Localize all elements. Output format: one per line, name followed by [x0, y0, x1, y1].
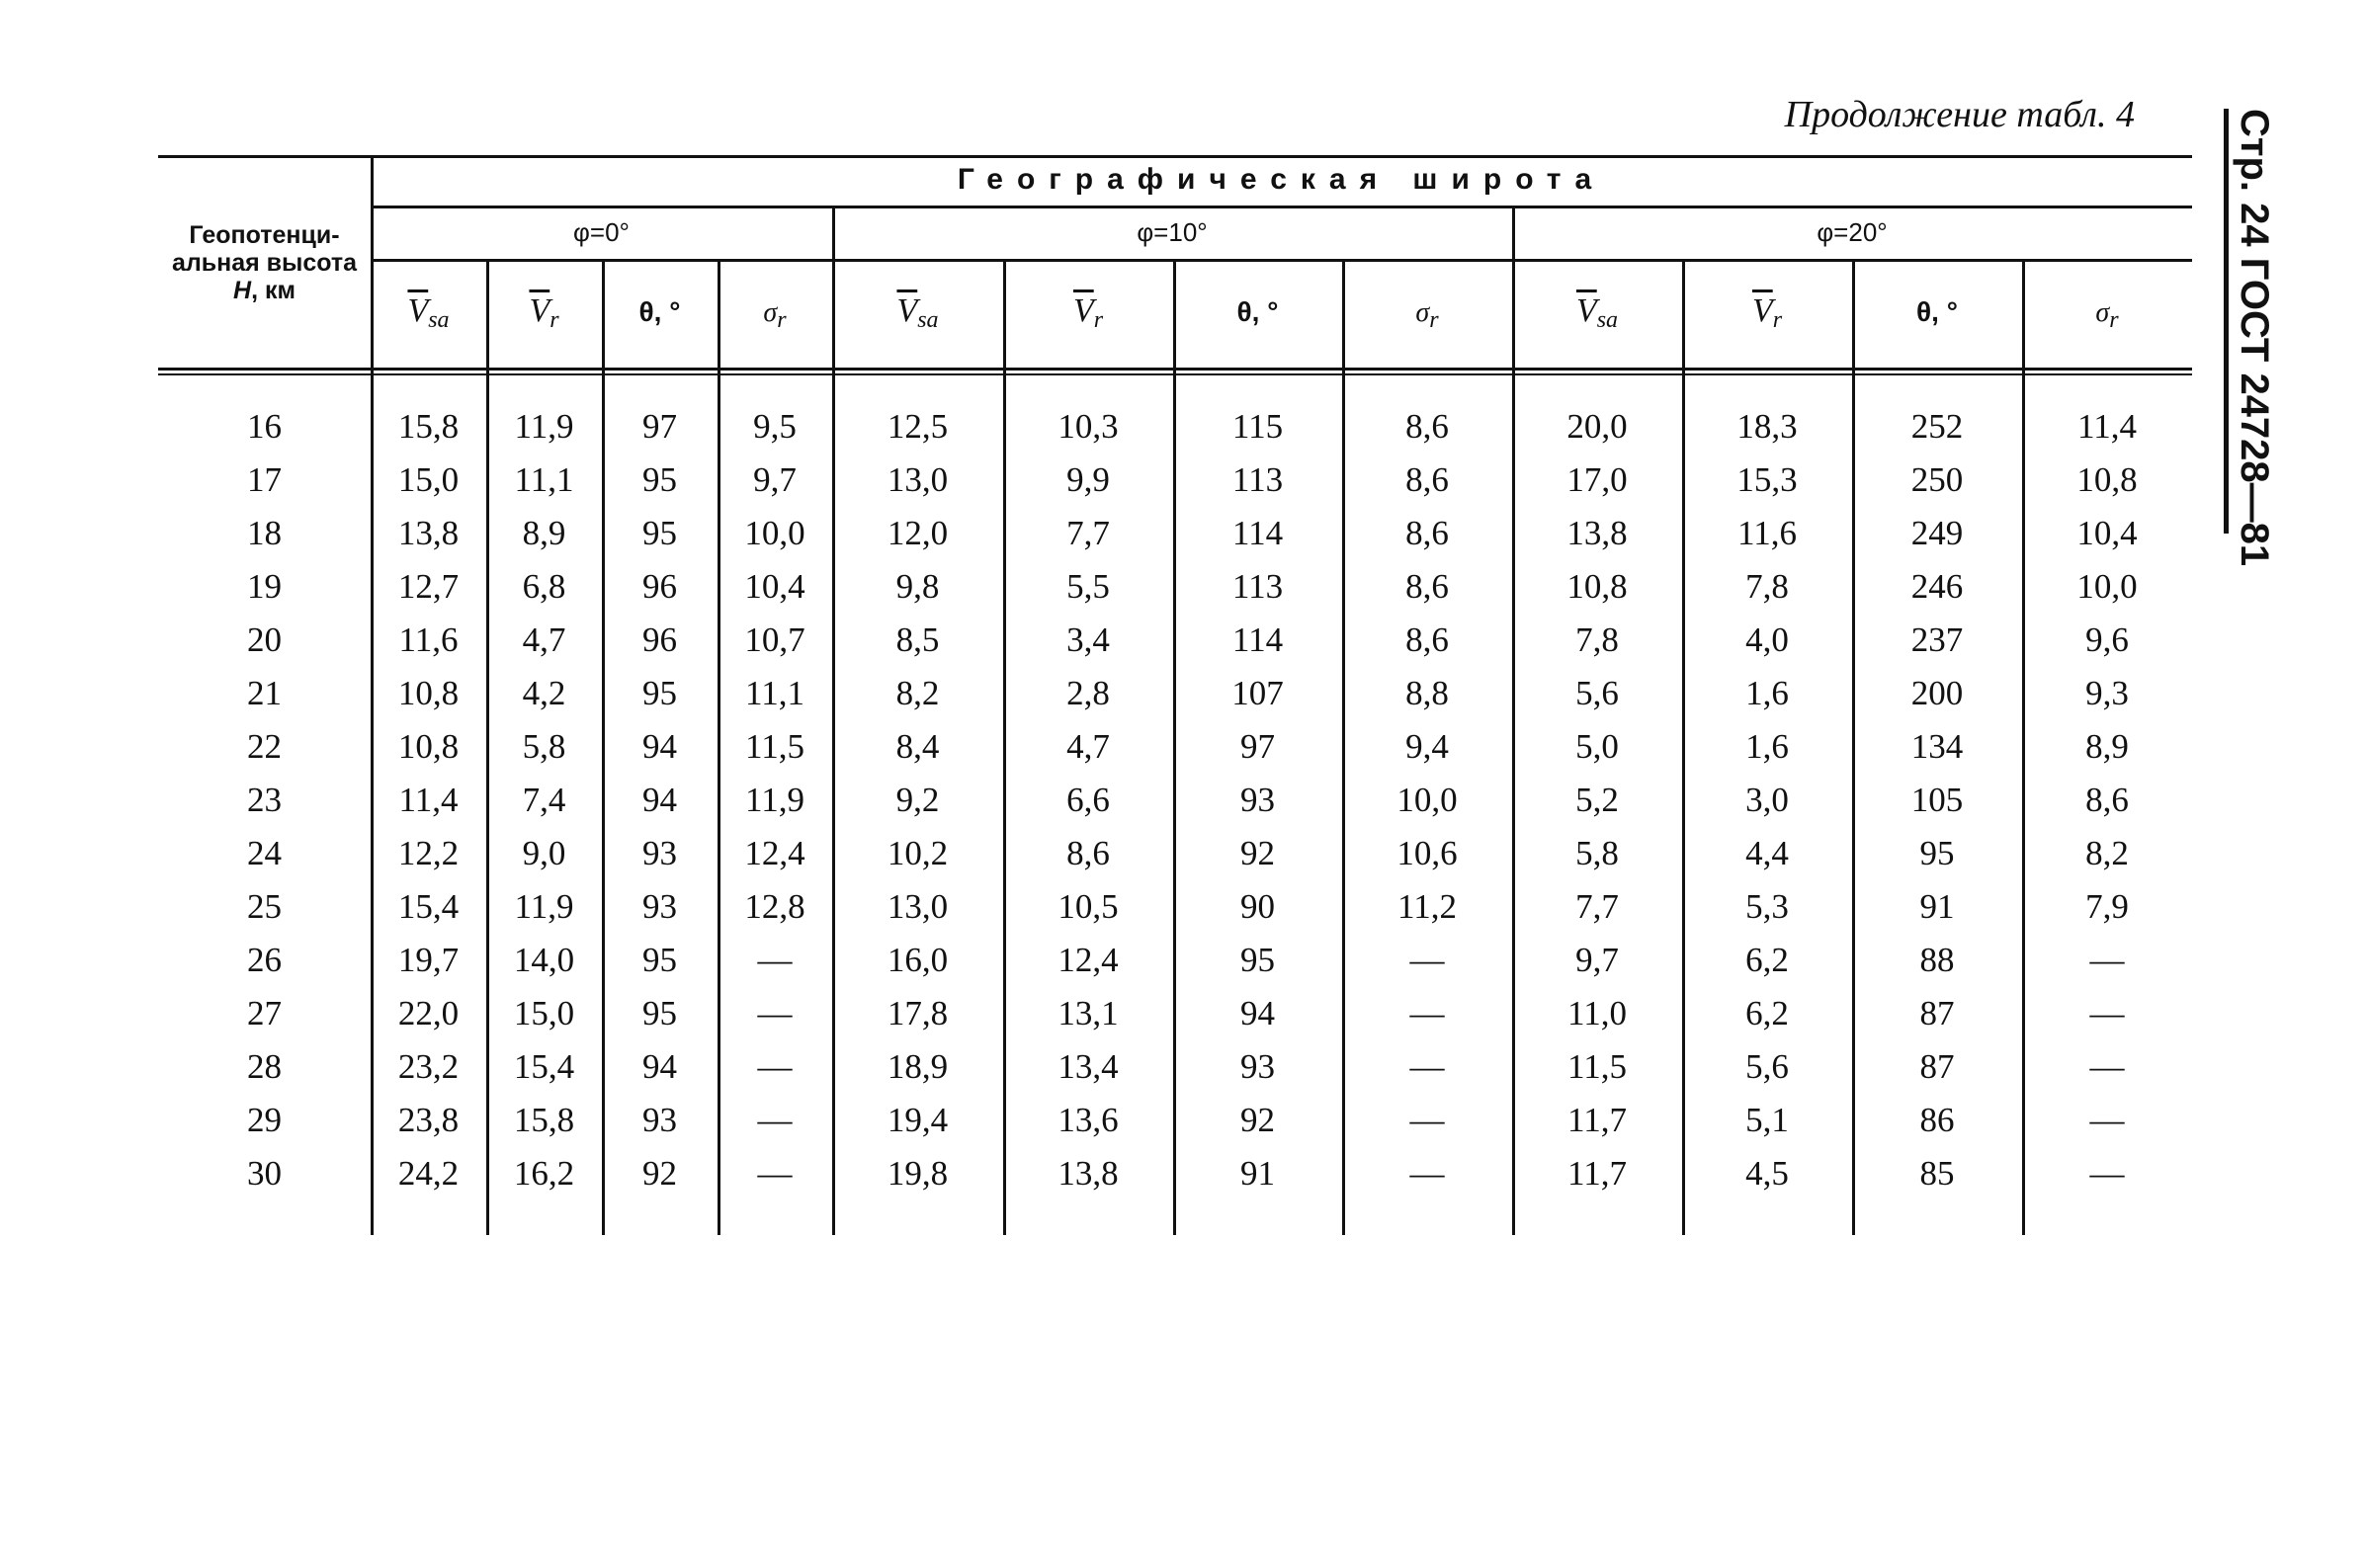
table-cell: 11,7 — [1567, 1154, 1627, 1193]
vr-subscript: r — [1093, 307, 1104, 333]
table-cell: 9,4 — [1405, 727, 1449, 766]
table-cell: 11,9 — [514, 407, 574, 446]
vr-subscript: r — [549, 307, 559, 333]
table-cell: 95 — [1919, 834, 1955, 872]
table-cell: 16,0 — [887, 941, 949, 979]
table-cell: 6,8 — [522, 567, 566, 606]
table-cell: 7,4 — [522, 781, 566, 819]
row-height-value: 23 — [247, 781, 282, 819]
group-title: Географическая широта — [957, 163, 1606, 196]
table-cell: 11,9 — [514, 887, 574, 926]
table-cell: 88 — [1919, 941, 1955, 979]
latitude-label: φ=10° — [1137, 217, 1208, 247]
table-cell: 23,8 — [397, 1101, 460, 1139]
sigma-symbol: σ — [2095, 297, 2110, 328]
row-height-value: 22 — [247, 727, 282, 766]
column-header-theta — [602, 292, 718, 330]
table-cell: 4,0 — [1745, 620, 1789, 659]
table-cell: 15,8 — [397, 407, 460, 446]
row-height-value: 16 — [247, 407, 282, 446]
table-cell: 246 — [1910, 567, 1964, 606]
table-cell: 11,6 — [1737, 514, 1797, 552]
table-cell: 8,6 — [1066, 834, 1110, 872]
sigma-symbol: σ — [1415, 297, 1430, 328]
row-height-value: 27 — [247, 994, 282, 1032]
table-cell: 8,2 — [895, 674, 940, 712]
table-cell: 11,2 — [1397, 887, 1457, 926]
table-cell: 5,6 — [1745, 1047, 1789, 1086]
vr-subscript: r — [1772, 307, 1783, 333]
table-cell: 95 — [642, 674, 677, 712]
table-cell: 91 — [1919, 887, 1955, 926]
table-cell: 250 — [1910, 460, 1964, 499]
table-cell: 12,7 — [397, 567, 460, 606]
table-cell: — — [757, 1154, 793, 1193]
table-cell: 8,9 — [2085, 727, 2129, 766]
column-header-vsa — [832, 292, 1003, 334]
table-cell: 17,8 — [887, 994, 949, 1032]
table-cell: 18,3 — [1736, 407, 1798, 446]
table-cell: — — [2089, 1047, 2125, 1086]
latitude-label: φ=20° — [1817, 217, 1888, 247]
row-height-value: 26 — [247, 941, 282, 979]
table-cell: — — [1409, 941, 1445, 979]
table-cell: — — [2089, 1154, 2125, 1193]
table-cell: 90 — [1240, 887, 1275, 926]
table-cell: 13,8 — [1057, 1154, 1119, 1193]
table-cell: 10,8 — [397, 727, 460, 766]
table-cell: 200 — [1910, 674, 1964, 712]
table-cell: 11,7 — [1567, 1101, 1627, 1139]
table-cell: — — [1409, 994, 1445, 1032]
sigma-symbol: σ — [763, 297, 778, 328]
vsa-symbol: $\overline{V}$ — [896, 292, 918, 329]
table-cell: 8,9 — [522, 514, 566, 552]
table-cell: — — [2089, 994, 2125, 1032]
table-cell: 11,4 — [2077, 407, 2137, 446]
latitude-label: φ=0° — [573, 217, 630, 247]
table-cell: 12,0 — [887, 514, 949, 552]
table-cell: 19,7 — [397, 941, 460, 979]
column-header-vr — [486, 292, 602, 334]
table-cell: 6,2 — [1745, 994, 1789, 1032]
table-cell: 93 — [1240, 1047, 1275, 1086]
group-title-rule — [371, 206, 2192, 208]
table-cell: 5,0 — [1575, 727, 1619, 766]
column-header-vsa — [371, 292, 486, 334]
row-header-var: H — [233, 277, 252, 304]
table-cell: 12,4 — [744, 834, 805, 872]
table-cell: 93 — [642, 834, 677, 872]
table-cell: 92 — [642, 1154, 677, 1193]
table-cell: 8,4 — [895, 727, 940, 766]
table-cell: 95 — [642, 941, 677, 979]
table-cell: 95 — [642, 460, 677, 499]
table-cell: 10,5 — [1057, 887, 1119, 926]
table-cell: — — [757, 1047, 793, 1086]
table-cell: 3,4 — [1066, 620, 1110, 659]
row-header-line3 — [158, 277, 371, 304]
table-cell: 94 — [1240, 994, 1275, 1032]
table-cell: 8,5 — [895, 620, 940, 659]
table-cell: 5,2 — [1575, 781, 1619, 819]
table-cell: 10,6 — [1396, 834, 1458, 872]
table-cell: 4,5 — [1745, 1154, 1789, 1193]
table-cell: 8,2 — [2085, 834, 2129, 872]
table-cell: 9,6 — [2085, 620, 2129, 659]
table-cell: 11,5 — [745, 727, 804, 766]
table-cell: 15,0 — [513, 994, 575, 1032]
table-cell: 95 — [1240, 941, 1275, 979]
table-cell: 92 — [1240, 1101, 1275, 1139]
column-header-vsa — [1512, 292, 1682, 334]
table-cell: 113 — [1231, 567, 1284, 606]
table-cell: 4,7 — [1066, 727, 1110, 766]
table-cell: 96 — [642, 620, 677, 659]
table-cell: 5,3 — [1745, 887, 1789, 926]
table-cell: 87 — [1919, 1047, 1955, 1086]
table-cell: — — [1409, 1101, 1445, 1139]
data-table — [158, 148, 2174, 1235]
row-header-unit: , км — [251, 277, 296, 304]
row-height-value: 17 — [247, 460, 282, 499]
table-cell: 15,3 — [1736, 460, 1798, 499]
column-header-vr — [1003, 292, 1173, 334]
table-cell: 9,7 — [1575, 941, 1619, 979]
table-cell: 4,4 — [1745, 834, 1789, 872]
table-cell: 94 — [642, 781, 677, 819]
table-cell: 15,0 — [397, 460, 460, 499]
table-cell: 15,4 — [513, 1047, 575, 1086]
table-cell: 10,2 — [887, 834, 949, 872]
table-cell: 20,0 — [1566, 407, 1628, 446]
table-cell: 13,6 — [1057, 1101, 1119, 1139]
table-cell: 85 — [1919, 1154, 1955, 1193]
table-cell: 97 — [1240, 727, 1275, 766]
table-cell: 8,6 — [1405, 620, 1449, 659]
table-cell: 113 — [1231, 460, 1284, 499]
table-cell: 6,2 — [1745, 941, 1789, 979]
table-cell: 10,8 — [1566, 567, 1628, 606]
table-cell: 97 — [642, 407, 677, 446]
table-cell: 9,5 — [753, 407, 797, 446]
table-cell: 13,8 — [397, 514, 460, 552]
table-cell: 114 — [1231, 620, 1284, 659]
row-height-value: 25 — [247, 887, 282, 926]
table-cell: 8,6 — [1405, 407, 1449, 446]
table-cell: 11,9 — [745, 781, 804, 819]
table-cell: 94 — [642, 727, 677, 766]
vr-symbol: $\overline{V}$ — [1072, 292, 1094, 329]
table-cell: 5,1 — [1745, 1101, 1789, 1139]
theta-symbol: θ, ° — [638, 296, 681, 327]
column-header-sigma — [1342, 292, 1512, 334]
sigma-subscript: r — [777, 307, 787, 333]
table-cell: 5,8 — [1575, 834, 1619, 872]
table-cell: 12,8 — [744, 887, 805, 926]
table-cell: 10,0 — [2076, 567, 2138, 606]
table-cell: 8,6 — [1405, 460, 1449, 499]
table-cell: 95 — [642, 514, 677, 552]
table-cell: 87 — [1919, 994, 1955, 1032]
vr-symbol: $\overline{V}$ — [1751, 292, 1773, 329]
row-header-line1: Геопотенци- — [189, 221, 340, 249]
table-cell: — — [757, 941, 793, 979]
table-cell: 23,2 — [397, 1047, 460, 1086]
table-cell: 86 — [1919, 1101, 1955, 1139]
table-cell: 10,7 — [744, 620, 805, 659]
table-cell: 9,0 — [522, 834, 566, 872]
table-cell: 13,1 — [1057, 994, 1119, 1032]
row-height-value: 21 — [247, 674, 282, 712]
table-cell: 4,7 — [522, 620, 566, 659]
table-cell: 15,4 — [397, 887, 460, 926]
table-caption: Продолжение табл. 4 — [1784, 94, 2135, 135]
vr-symbol: $\overline{V}$ — [529, 292, 550, 329]
table-cell: 9,9 — [1066, 460, 1110, 499]
table-cell: — — [2089, 1101, 2125, 1139]
table-cell: 96 — [642, 567, 677, 606]
table-cell: — — [757, 994, 793, 1032]
row-header-label — [158, 221, 371, 304]
table-cell: 7,8 — [1575, 620, 1619, 659]
table-cell: 8,6 — [1405, 567, 1449, 606]
table-cell: 11,5 — [1567, 1047, 1627, 1086]
table-cell: 9,3 — [2085, 674, 2129, 712]
table-cell: 12,5 — [887, 407, 949, 446]
table-cell: 11,4 — [398, 781, 459, 819]
table-cell: 16,2 — [513, 1154, 575, 1193]
theta-symbol: θ, ° — [1236, 296, 1279, 327]
table-cell: 10,4 — [2076, 514, 2138, 552]
table-cell: 9,7 — [753, 460, 797, 499]
table-cell: 8,6 — [1405, 514, 1449, 552]
table-cell: 19,8 — [887, 1154, 949, 1193]
row-height-value: 19 — [247, 567, 282, 606]
table-cell: 114 — [1231, 514, 1284, 552]
table-cell: 9,8 — [895, 567, 940, 606]
table-cell: 7,7 — [1066, 514, 1110, 552]
table-cell: 15,8 — [513, 1101, 575, 1139]
table-cell: 4,2 — [522, 674, 566, 712]
row-height-value: 18 — [247, 514, 282, 552]
table-cell: 105 — [1910, 781, 1964, 819]
table-cell: 237 — [1910, 620, 1964, 659]
table-cell: 10,0 — [744, 514, 805, 552]
column-header-sigma — [718, 292, 832, 334]
column-header-theta — [1852, 292, 2022, 330]
row-height-value: 20 — [247, 620, 282, 659]
table-cell: 10,3 — [1057, 407, 1119, 446]
table-cell: 93 — [1240, 781, 1275, 819]
table-cell: 12,2 — [397, 834, 460, 872]
table-cell: 5,6 — [1575, 674, 1619, 712]
table-cell: 14,0 — [513, 941, 575, 979]
table-cell: — — [1409, 1047, 1445, 1086]
table-cell: 5,5 — [1066, 567, 1110, 606]
table-cell: 8,8 — [1405, 674, 1449, 712]
table-cell: 11,6 — [398, 620, 459, 659]
row-height-value: 30 — [247, 1154, 282, 1193]
table-cell: 3,0 — [1745, 781, 1789, 819]
table-cell: 13,0 — [887, 887, 949, 926]
page-side-label: Стр. 24 ГОСТ 24728—81 — [2233, 109, 2276, 567]
table-cell: 93 — [642, 887, 677, 926]
table-cell: 95 — [642, 994, 677, 1032]
table-cell: — — [1409, 1154, 1445, 1193]
table-cell: 10,0 — [1396, 781, 1458, 819]
theta-symbol: θ, ° — [1916, 296, 1958, 327]
column-header-vr — [1682, 292, 1852, 334]
table-cell: 5,8 — [522, 727, 566, 766]
table-cell: 11,1 — [514, 460, 574, 499]
table-cell: 1,6 — [1745, 674, 1789, 712]
table-cell: 12,4 — [1057, 941, 1119, 979]
table-cell: 94 — [642, 1047, 677, 1086]
table-cell: 8,6 — [2085, 781, 2129, 819]
table-cell: 17,0 — [1566, 460, 1628, 499]
row-height-value: 28 — [247, 1047, 282, 1086]
table-cell: 6,6 — [1066, 781, 1110, 819]
table-cell: 93 — [642, 1101, 677, 1139]
table-cell: 7,7 — [1575, 887, 1619, 926]
column-header-theta — [1173, 292, 1342, 330]
table-cell: 9,2 — [895, 781, 940, 819]
table-cell: 134 — [1910, 727, 1964, 766]
vsa-symbol: $\overline{V}$ — [1575, 292, 1597, 329]
vsa-subscript: sa — [1596, 307, 1619, 333]
table-cell: 107 — [1231, 674, 1284, 712]
table-cell: 92 — [1240, 834, 1275, 872]
row-height-value: 24 — [247, 834, 282, 872]
table-cell: 22,0 — [397, 994, 460, 1032]
vsa-subscript: sa — [917, 307, 939, 333]
table-cell: 7,8 — [1745, 567, 1789, 606]
table-cell: — — [757, 1101, 793, 1139]
table-cell: 11,0 — [1567, 994, 1627, 1032]
table-cell: 10,8 — [2076, 460, 2138, 499]
table-cell: 91 — [1240, 1154, 1275, 1193]
table-cell: 2,8 — [1066, 674, 1110, 712]
table-cell: — — [2089, 941, 2125, 979]
row-header-line2: альная высота — [171, 249, 358, 277]
table-cell: 249 — [1910, 514, 1964, 552]
table-cell: 252 — [1910, 407, 1964, 446]
table-cell: 13,8 — [1566, 514, 1628, 552]
row-height-value: 29 — [247, 1101, 282, 1139]
table-cell: 10,8 — [397, 674, 460, 712]
table-cell: 24,2 — [397, 1154, 460, 1193]
vsa-symbol: $\overline{V}$ — [407, 292, 429, 329]
table-cell: 18,9 — [887, 1047, 949, 1086]
table-cell: 10,4 — [744, 567, 805, 606]
table-cell: 19,4 — [887, 1101, 949, 1139]
table-cell: 1,6 — [1745, 727, 1789, 766]
table-cell: 13,0 — [887, 460, 949, 499]
vsa-subscript: sa — [428, 307, 450, 333]
column-header-sigma — [2022, 292, 2192, 334]
sigma-subscript: r — [2109, 307, 2119, 333]
table-cell: 13,4 — [1057, 1047, 1119, 1086]
table-top-rule — [158, 155, 2192, 158]
table-cell: 11,1 — [745, 674, 804, 712]
sigma-subscript: r — [1429, 307, 1439, 333]
table-cell: 7,9 — [2085, 887, 2129, 926]
latitude-rule — [371, 259, 2192, 262]
table-cell: 115 — [1231, 407, 1284, 446]
